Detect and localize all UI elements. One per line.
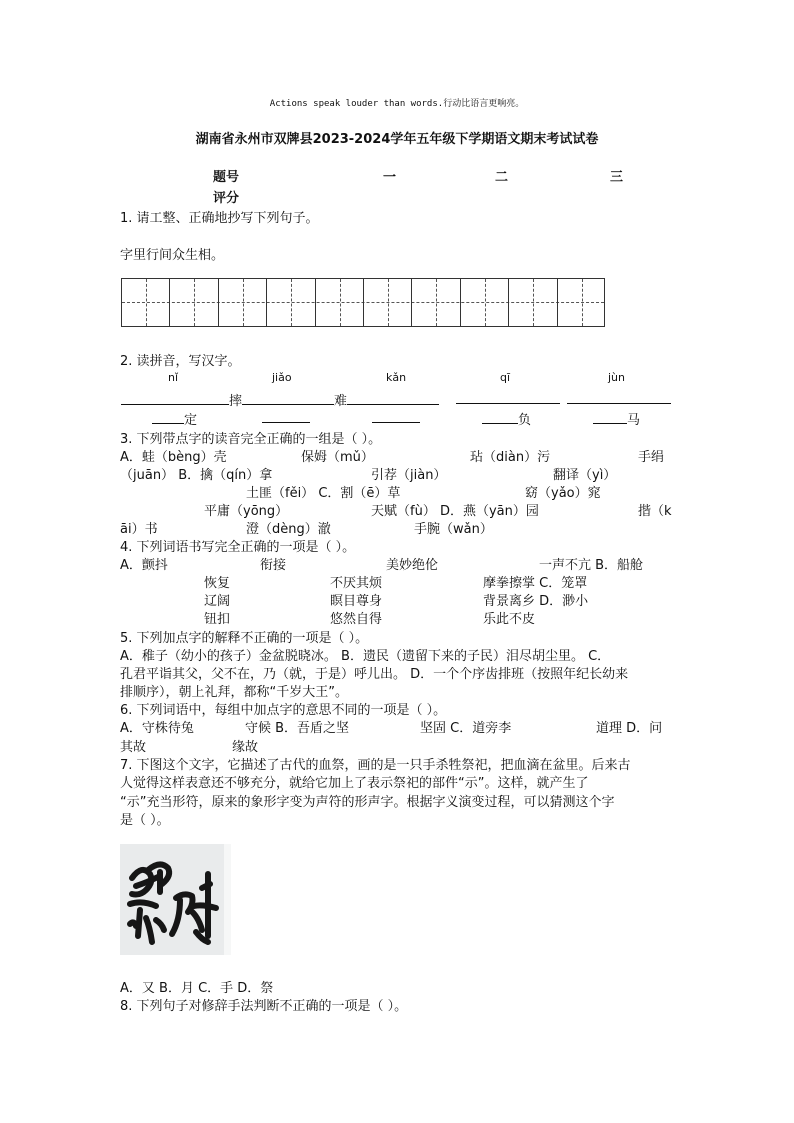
- q4-prompt: 4. 下列词语书写完全正确的一项是（ ）。: [120, 540, 356, 555]
- answer-blank[interactable]: [262, 409, 310, 423]
- writing-grid[interactable]: [121, 278, 605, 327]
- q4-line-3-b: 瞑目尊身: [330, 594, 383, 609]
- q3-line-5-b: 澄（dèng）澈: [246, 522, 331, 537]
- q7-line-4: 是（ ）。: [120, 813, 170, 828]
- q6-line-1-d: 道理 D．问: [596, 721, 663, 736]
- answer-blank[interactable]: [482, 410, 518, 424]
- q6-line-1-a: A．守株待兔: [120, 721, 194, 736]
- q3-line-1-a: A．蛙（bèng）壳: [120, 450, 227, 465]
- q5-line-3: 排顺序），朝上礼拜，都称“千岁大王”。: [120, 685, 348, 700]
- q3-line-1-b: 保姆（mǔ）: [301, 450, 374, 465]
- q3-line-5-a: āi）书: [120, 522, 158, 537]
- q1-prompt: 1. 请工整、正确地抄写下列句子。: [120, 211, 319, 226]
- answer-blank[interactable]: [456, 390, 560, 404]
- q4-line-2-c: 摩拳擦掌 C．笼罩: [483, 576, 588, 591]
- q2-char-nan: 难: [334, 394, 348, 409]
- q4-line-1-b: 衔接: [260, 558, 287, 573]
- q3-line-2-c: 翻译（yì）: [553, 468, 617, 483]
- page-motto: Actions speak louder than words.行动比语言更响亮。: [269, 99, 525, 109]
- q3-line-2-a: （juān） B．擒（qín）拿: [120, 468, 273, 483]
- q4-line-2-b: 不厌其烦: [330, 576, 383, 591]
- q7-line-1: 7. 下图这个文字，它描述了古代的血祭，画的是一只手杀牲祭祀，把血滴在盆里。后来古: [120, 758, 631, 773]
- q2-char-shuai: 摔: [229, 394, 243, 409]
- score-table-col-3: 三: [610, 170, 624, 185]
- q4-line-4-c: 乐此不皮: [483, 612, 536, 627]
- q2-pinyin-2: jiǎo: [272, 371, 292, 384]
- q2-pinyin-1: nǐ: [168, 371, 179, 384]
- q4-line-1-d: 一声不亢 B．船舱: [539, 558, 644, 573]
- score-table-col-1: 一: [383, 170, 397, 185]
- answer-blank[interactable]: [567, 390, 671, 404]
- q6-line-2-b: 缘故: [232, 740, 259, 755]
- q5-prompt: 5. 下列加点字的解释不正确的一项是（ ）。: [120, 631, 369, 646]
- q4-line-4-a: 钮扣: [204, 612, 231, 627]
- q2-row-2c: [593, 409, 640, 428]
- answer-blank[interactable]: [242, 391, 334, 405]
- answer-blank[interactable]: [347, 391, 439, 405]
- q3-line-1-c: 玷（diàn）污: [470, 450, 551, 465]
- q3-line-2-b: 引荐（jiàn）: [371, 468, 447, 483]
- answer-blank[interactable]: [593, 410, 627, 424]
- q4-line-1-c: 美妙绝伦: [386, 558, 439, 573]
- q4-line-3-c: 背景离乡 D．渺小: [483, 594, 589, 609]
- q7-line-2: 人觉得这样表意还不够充分，就给它加上了表示祭祀的部件“示”。这样，就产生了: [120, 776, 589, 791]
- q2-char-ma: 马: [627, 413, 641, 428]
- q3-line-3-b: 窈（yǎo）窕: [525, 486, 601, 501]
- q3-line-4-b: 天赋（fù） D．燕（yān）园: [371, 504, 539, 519]
- q2-char-ding: 定: [184, 413, 198, 428]
- answer-blank[interactable]: [121, 391, 229, 405]
- ancient-character-image: [120, 844, 231, 955]
- answer-blank[interactable]: [152, 410, 184, 424]
- q4-line-2-a: 恢复: [204, 576, 231, 591]
- q8-prompt: 8. 下列句子对修辞手法判断不正确的一项是（ ）。: [120, 999, 408, 1014]
- q3-line-4-a: 平庸（yōng）: [204, 504, 289, 519]
- q2-row-1: [121, 390, 439, 409]
- q4-line-3-a: 辽阔: [204, 594, 231, 609]
- q3-line-4-c: 揩（k: [638, 504, 672, 519]
- q7-options: A．又 B．月 C．手 D．祭: [120, 981, 274, 996]
- q3-line-5-c: 手腕（wǎn）: [414, 522, 493, 537]
- q4-line-4-b: 悠然自得: [330, 612, 383, 627]
- q2-prompt: 2. 读拼音，写汉字。: [120, 354, 241, 369]
- q2-row-2a: [152, 409, 197, 428]
- q2-row-2b: [482, 409, 531, 428]
- q3-line-1-d: 手绢: [638, 450, 665, 465]
- score-table-label-question: 题号: [213, 170, 240, 185]
- q5-line-2: 孔君平诣其父，父不在，乃（就，于是）呼儿出。 D．一个个序齿排班（按照年纪长幼来: [120, 667, 629, 682]
- q3-line-3-a: 土匪（fěi） C．割（ē）草: [246, 486, 401, 501]
- q6-line-1-b: 守候 B．吾盾之坚: [245, 721, 350, 736]
- q5-line-1: A．稚子（幼小的孩子）金盆脱晓冰。 B．遗民（遗留下来的子民）泪尽胡尘里。 C．: [120, 649, 611, 664]
- answer-blank[interactable]: [372, 409, 420, 423]
- score-table-label-score: 评分: [213, 191, 240, 206]
- exam-title: 湖南省永州市双牌县2023-2024学年五年级下学期语文期末考试试卷: [195, 132, 599, 147]
- q2-pinyin-5: jùn: [608, 371, 625, 384]
- q6-prompt: 6. 下列词语中，每组中加点字的意思不同的一项是（ ）。: [120, 703, 447, 718]
- q2-char-fu: 负: [518, 413, 532, 428]
- q2-pinyin-3: kǎn: [386, 371, 407, 384]
- q7-line-3: “示”充当形符，原来的象形字变为声符的形声字。根据字义演变过程，可以猜测这个字: [120, 795, 615, 810]
- q6-line-2-a: 其故: [120, 740, 147, 755]
- q6-line-1-c: 坚固 C．道旁李: [420, 721, 512, 736]
- q4-line-1-a: A．颤抖: [120, 558, 168, 573]
- q2-pinyin-4: qī: [500, 371, 511, 384]
- score-table-col-2: 二: [495, 170, 509, 185]
- q1-sentence: 字里行间众生相。: [120, 248, 225, 263]
- q3-prompt: 3. 下列带点字的读音完全正确的一组是（ ）。: [120, 432, 382, 447]
